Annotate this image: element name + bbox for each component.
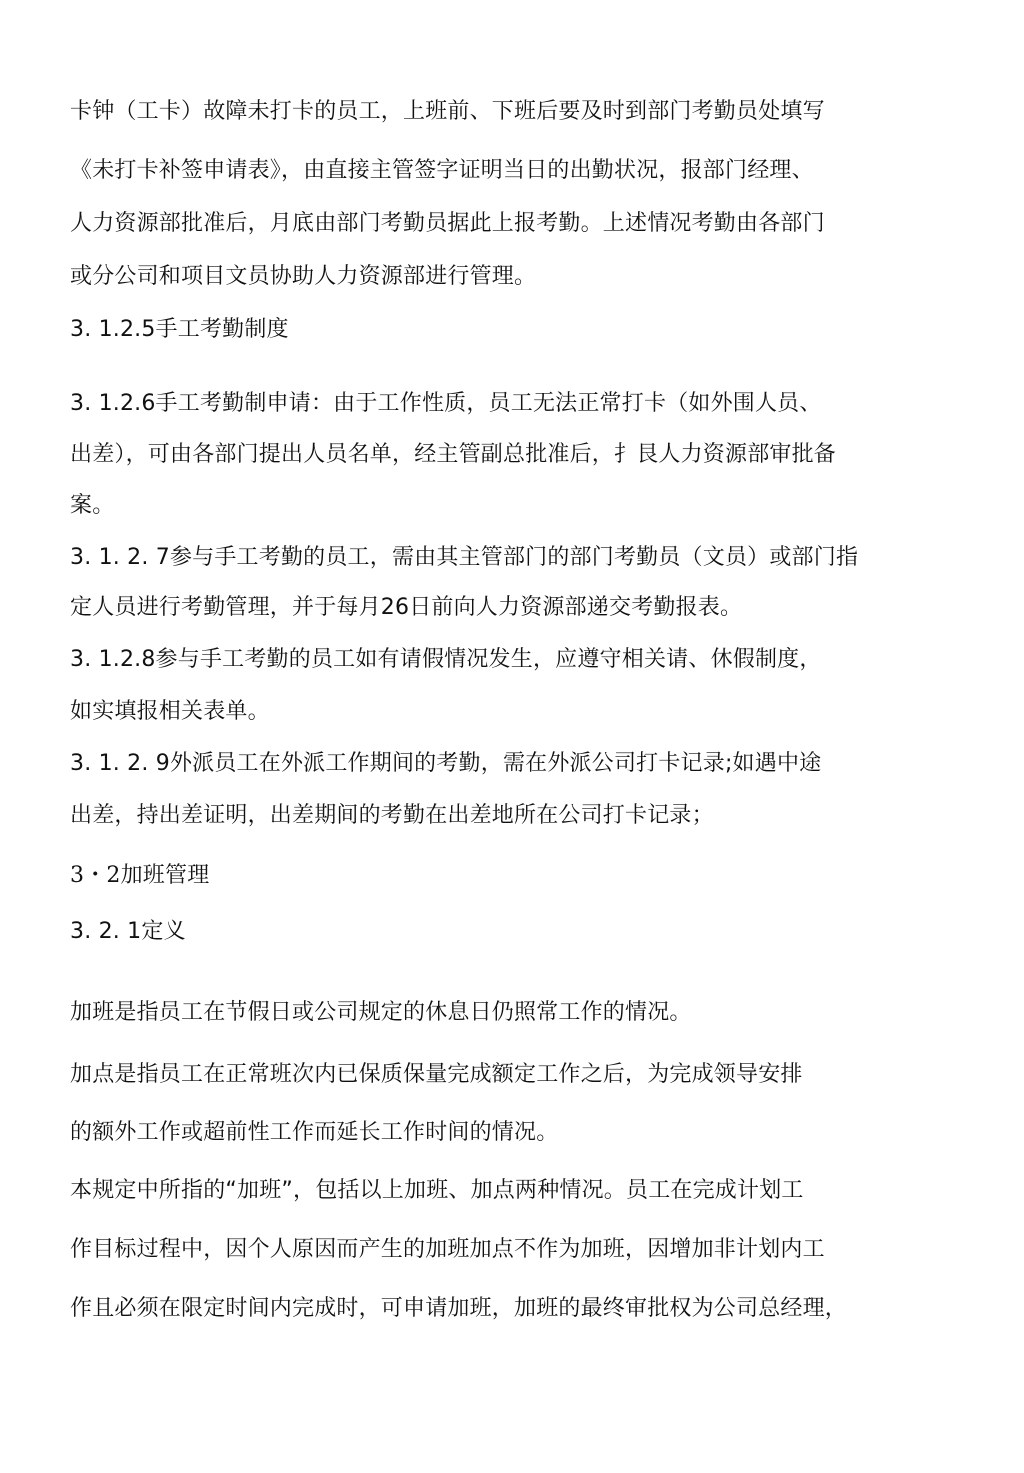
paragraph-line: 的额外工作或超前性工作而延长工作时间的情况。 — [70, 1120, 559, 1145]
paragraph-line: 定人员进行考勤管理，并于每月26日前向人力资源部递交考勤报表。 — [70, 595, 743, 620]
paragraph-line: 如实填报相关表单。 — [70, 699, 270, 724]
paragraph-line: 案。 — [70, 493, 115, 518]
section-heading: 3・2加班管理 — [70, 863, 210, 888]
paragraph-line: 3. 1.2.8参与手工考勤的员工如有请假情况发生，应遵守相关请、休假制度， — [70, 647, 822, 672]
paragraph-line: 或分公司和项目文员协助人力资源部进行管理。 — [70, 264, 537, 289]
paragraph-line: 加班是指员工在节假日或公司规定的休息日仍照常工作的情况。 — [70, 1000, 692, 1025]
paragraph-line: 3. 1.2.6手工考勤制申请：由于工作性质，员工无法正常打卡（如外围人员、 — [70, 391, 822, 416]
paragraph-line: 出差），可由各部门提出人员名单，经主管副总批准后，扌艮人力资源部审批备 — [70, 442, 837, 467]
paragraph-line: 卡钟（工卡）故障未打卡的员工，上班前、下班后要及时到部门考勤员处填写 — [70, 99, 825, 124]
subsection-heading: 3. 2. 1定义 — [70, 919, 186, 944]
paragraph-line: 人力资源部批准后，月底由部门考勤员据此上报考勤。上述情况考勤由各部门 — [70, 211, 825, 236]
paragraph-line: 加点是指员工在正常班次内已保质保量完成额定工作之后，为完成领导安排 — [70, 1062, 803, 1087]
paragraph-line: 作且必须在限定时间内完成时，可申请加班，加班的最终审批权为公司总经理， — [70, 1296, 848, 1321]
paragraph-line: 出差，持出差证明，出差期间的考勤在出差地所在公司打卡记录； — [70, 803, 714, 828]
paragraph-line: 本规定中所指的“加班”，包括以上加班、加点两种情况。员工在完成计划工 — [70, 1178, 804, 1203]
paragraph-line: 作目标过程中，因个人原因而产生的加班加点不作为加班，因增加非计划内工 — [70, 1237, 825, 1262]
paragraph-line: 《未打卡补签申请表》，由直接主管签字证明当日的出勤状况，报部门经理、 — [70, 158, 814, 183]
paragraph-line: 3. 1. 2. 7参与手工考勤的员工，需由其主管部门的部门考勤员（文员）或部门指 — [70, 545, 859, 570]
section-heading: 3. 1.2.5手工考勤制度 — [70, 317, 289, 342]
paragraph-line: 3. 1. 2. 9外派员工在外派工作期间的考勤，需在外派公司打卡记录;如遇中途 — [70, 751, 822, 776]
